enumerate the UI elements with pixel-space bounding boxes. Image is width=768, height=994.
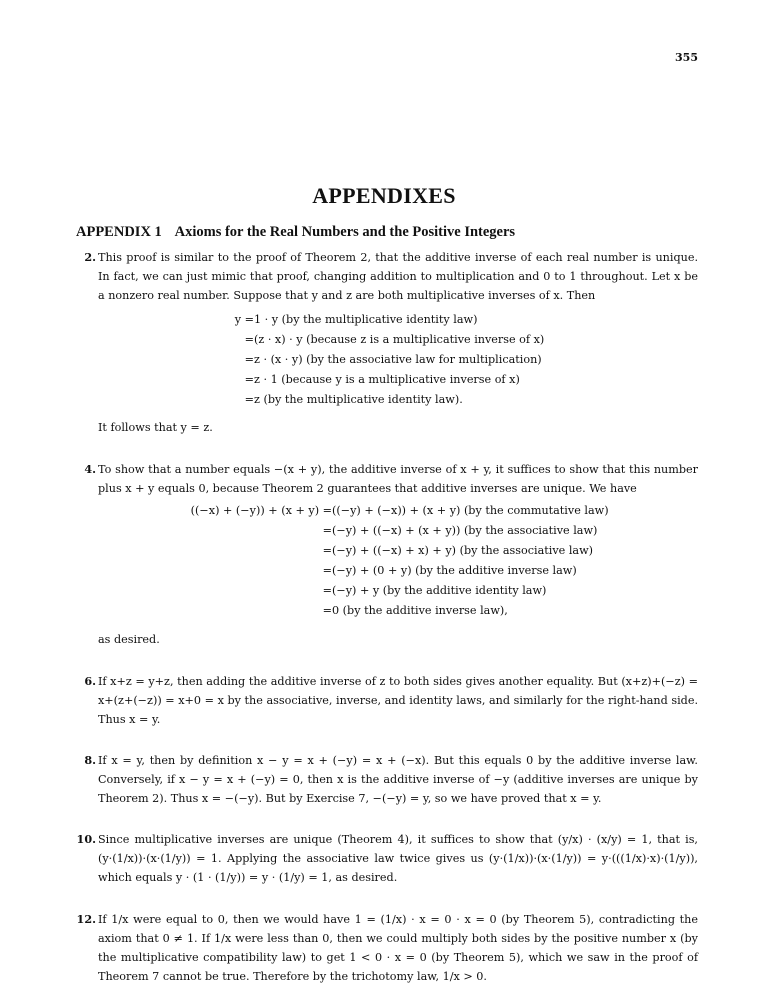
exercise-2-intro: This proof is similar to the proof of Theorem 2, that the additive inverse of each real number is unique. In fact, we can just mimic that proof, changing addition to multiplication and 0 to 1 throughout. Let x be a nonzero real number. Suppose that y and z are both multiplicative inverses of x. Then bbox=[98, 251, 698, 302]
equation-line: =(−y) + y (by the additive identity law) bbox=[322, 584, 547, 597]
exercise-4-equation bbox=[140, 501, 609, 621]
exercise-number: 10. bbox=[76, 832, 96, 846]
appendix-heading bbox=[76, 224, 515, 241]
exercise-number: 12. bbox=[76, 912, 96, 926]
page-number: 355 bbox=[675, 51, 698, 64]
exercise-8-text: If x = y, then by definition x − y = x + (−y) = x + (−x). But this equals 0 by the additive inverse law. Conversely, if x − y = x + (−y) = 0, then x is the additive inverse of −y (additive inverses are unique by Theorem 2). Thus x = −(−y). But by Exercise 7, −(−y) = y, so we have proved that x = y. bbox=[98, 754, 698, 805]
equation-line: =z (by the multiplicative identity law). bbox=[244, 393, 463, 406]
equation-line: =(z · x) · y (because z is a multiplicative inverse of x) bbox=[244, 333, 545, 346]
exercise-4-conclusion: as desired. bbox=[98, 633, 160, 646]
exercise-10-text: Since multiplicative inverses are unique (Theorem 4), it suffices to show that (y/x) · (x/y) = 1, that is, (y·(1/x))·(x·(1/y)) = 1. Applying the associative law twice gives us (y·(1/x))·(x·(1/y)) = y·(((1/x)·x)·(1/y)), which equals y · (1 · (1/y)) = y · (1/y) = 1, as desired. bbox=[98, 833, 698, 884]
exercise-2-conclusion: It follows that y = z. bbox=[98, 421, 213, 434]
equation-line: =0 (by the additive inverse law), bbox=[322, 604, 508, 617]
equation-line: =(−y) + ((−x) + (x + y)) (by the associative law) bbox=[322, 524, 598, 537]
exercise-6-text: If x+z = y+z, then adding the additive inverse of z to both sides gives another equality. But (x+z)+(−z) = x+(z+(−z)) = x+0 = x by the associative, inverse, and identity laws, and similarly for the right-hand side. Thus x = y. bbox=[98, 675, 698, 726]
equation-line: =(−y) + (0 + y) (by the additive inverse law) bbox=[322, 564, 577, 577]
exercise-number: 8. bbox=[84, 753, 96, 767]
equation-line: =(−y) + ((−x) + x) + y) (by the associative law) bbox=[322, 544, 594, 557]
equation-line: ((−x) + (−y)) + (x + y) =((−y) + (−x)) + (x + y) (by the commutative law) bbox=[190, 504, 609, 517]
exercise-2-equation bbox=[194, 310, 544, 410]
page-title: APPENDIXES bbox=[312, 183, 456, 208]
exercise-number: 4. bbox=[84, 462, 96, 476]
appendix-title: Axioms for the Real Numbers and the Positive Integers bbox=[174, 224, 516, 240]
exercise-number: 2. bbox=[84, 250, 96, 264]
exercise-12-text: If 1/x were equal to 0, then we would have 1 = (1/x) · x = 0 · x = 0 (by Theorem 5), contradicting the axiom that 0 ≠ 1. If 1/x were less than 0, then we could multiply both sides by the positive number x (by the multiplicative compatibility law) to get 1 < 0 · x = 0 (by Theorem 5), which we saw in the proof of Theorem 7 cannot be true. Therefore by the trichotomy law, 1/x > 0. bbox=[98, 913, 698, 983]
equation-line: y =1 · y (by the multiplicative identity law) bbox=[234, 313, 478, 326]
equation-line: =z · 1 (because y is a multiplicative inverse of x) bbox=[244, 373, 520, 386]
appendix-number: APPENDIX 1 bbox=[76, 224, 162, 240]
exercise-4-intro: To show that a number equals −(x + y), the additive inverse of x + y, it suffices to show that this number plus x + y equals 0, because Theorem 2 guarantees that additive inverses are unique. We have bbox=[98, 463, 698, 495]
equation-line: =z · (x · y) (by the associative law for multiplication) bbox=[244, 353, 542, 366]
exercise-number: 6. bbox=[84, 674, 96, 688]
